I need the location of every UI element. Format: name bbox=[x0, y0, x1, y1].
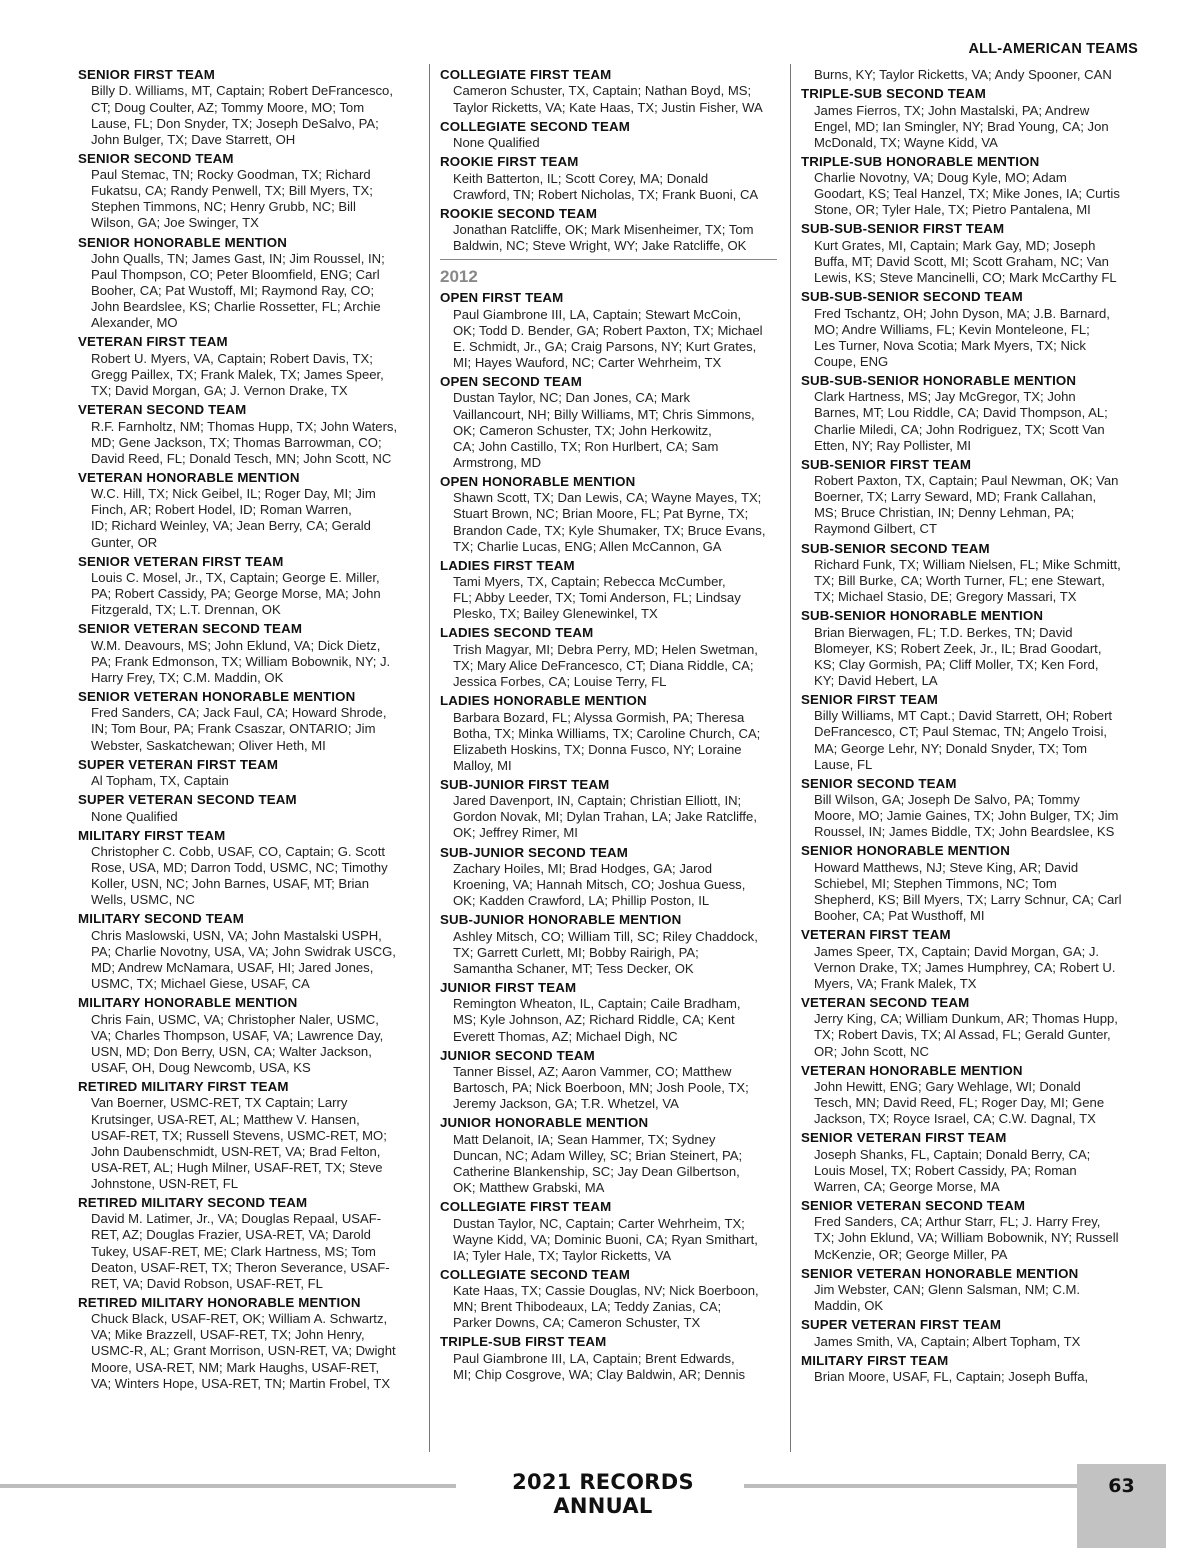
team-section bbox=[801, 373, 1146, 454]
section-header-label: ALL-AMERICAN TEAMS bbox=[968, 41, 1138, 57]
team-members: Shawn Scott, TX; Dan Lewis, CA; Wayne Mayes, TX; Stuart Brown, NC; Brian Moore, FL; Pat Byrne, TX; Brandon Cade, TX; Kyle Shumaker, TX; Bruce Evans, TX; Charlie Lucas, ENG; Allen McCannon, GA bbox=[453, 490, 766, 554]
team-section bbox=[801, 289, 1146, 370]
team-section bbox=[801, 1266, 1146, 1315]
team-section bbox=[801, 927, 1146, 992]
team-title: SENIOR VETERAN SECOND TEAM bbox=[801, 1197, 1026, 1213]
team-title: MILITARY HONORABLE MENTION bbox=[78, 995, 298, 1011]
team-members: David M. Latimer, Jr., VA; Douglas Repaal, USAF- RET, AZ; Douglas Frazier, USA-RET, VA; Darold Tukey, USAF-RET, ME; Clark Hartness, MS; Tom Deaton, USAF-RET, TX; Theron Severance, USAF- RET, VA; David Robson, USAF-RET, FL bbox=[91, 1211, 390, 1291]
team-section bbox=[801, 1063, 1146, 1128]
team-section bbox=[801, 457, 1146, 538]
team-members: Matt Delanoit, IA; Sean Hammer, TX; Sydney Duncan, NC; Adam Willey, SC; Brian Steinert, PA; Catherine Blankenship, SC; Jay Dean Gilbertson, OK; Matthew Grabski, MA bbox=[453, 1131, 743, 1195]
continued-text: Burns, KY; Taylor Ricketts, VA; Andy Spooner, CAN bbox=[814, 67, 1112, 82]
team-title: SENIOR HONORABLE MENTION bbox=[801, 843, 1010, 859]
team-members: Paul Giambrone III, LA, Captain; Stewart McCoin, OK; Todd D. Bender, GA; Robert Paxton, TX; Michael E. Schmidt, Jr., GA; Craig Parsons, NY; Kurt Grates, MI; Hayes Wauford, NC; Carter Wehrheim, TX bbox=[453, 306, 763, 370]
team-title: SENIOR VETERAN FIRST TEAM bbox=[78, 553, 284, 569]
team-members: Brian Bierwagen, FL; T.D. Berkes, TN; David Blomeyer, KS; Robert Zeek, Jr., IL; Brad Goodart, KS; Clay Gormish, PA; Cliff Moller, TX; Ken Ford, KY; David Hebert, LA bbox=[814, 624, 1102, 688]
column-2-year-sections bbox=[440, 290, 782, 1383]
team-section bbox=[801, 1317, 1146, 1350]
team-section bbox=[440, 625, 782, 690]
team-members: James Speer, TX, Captain; David Morgan, GA; J. Vernon Drake, TX; James Humphrey, CA; Robert U. Myers, VA; Frank Malek, TX bbox=[814, 943, 1116, 991]
team-section bbox=[440, 980, 782, 1045]
team-members: James Smith, VA, Captain; Albert Topham, TX bbox=[814, 1333, 1081, 1349]
team-title: SUPER VETERAN FIRST TEAM bbox=[78, 756, 279, 772]
team-section bbox=[78, 151, 418, 232]
team-members: Chris Maslowski, USN, VA; John Mastalski USPH, PA; Charlie Novotny, USA, VA; John Swidrak USCG, MD; Andrew McNamara, USAF, HI; Jared Jones, USMC, TX; Michael Giese, USAF, CA bbox=[91, 927, 396, 992]
team-members: Billy D. Williams, MT, Captain; Robert DeFrancesco, CT; Doug Coulter, AZ; Tommy Moore, MO; Tom Lause, FL; Don Snyder, TX; Joseph DeSalvo, PA; John Bulger, TX; Dave Starrett, OH bbox=[91, 83, 393, 147]
team-title: MILITARY SECOND TEAM bbox=[78, 911, 245, 927]
team-members: Joseph Shanks, FL, Captain; Donald Berry, CA; Louis Mosel, TX; Robert Cassidy, PA; Roman Warren, CA; George Morse, MA bbox=[814, 1146, 1091, 1194]
team-members: Billy Williams, MT Capt.; David Starrett, OH; Robert DeFrancesco, CT; Paul Stemac, TN; Angelo Troisi, MA; George Lehr, NY; Donald Snyder, TX; Tom Lause, FL bbox=[814, 708, 1113, 772]
team-section bbox=[440, 777, 782, 842]
team-members: Jared Davenport, IN, Captain; Christian Elliott, IN; Gordon Novak, MI; Dylan Trahan, LA; Jake Ratcliffe, OK; Jeffrey Rimer, MI bbox=[453, 793, 757, 841]
team-members: W.C. Hill, TX; Nick Geibel, IL; Roger Day, MI; Jim Finch, AR; Robert Hodel, ID; Roman Warren, ID; Richard Weinley, VA; Jean Berry, CA; Gerald Gunter, OR bbox=[91, 486, 376, 550]
team-title: VETERAN FIRST TEAM bbox=[801, 927, 951, 943]
team-section bbox=[78, 1195, 418, 1292]
team-section bbox=[440, 845, 782, 910]
team-title: SENIOR HONORABLE MENTION bbox=[78, 234, 287, 250]
team-title: JUNIOR SECOND TEAM bbox=[440, 1047, 595, 1063]
team-title: SUPER VETERAN FIRST TEAM bbox=[801, 1317, 1002, 1333]
team-title: OPEN FIRST TEAM bbox=[440, 290, 564, 306]
team-title: SUB-SUB-SENIOR SECOND TEAM bbox=[801, 289, 1023, 305]
team-members: John Hewitt, ENG; Gary Wehlage, WI; Donald Tesch, MN; David Reed, FL; Roger Day, MI; Gene Jackson, TX; Royce Israel, CA; C.W. Dagnal, TX bbox=[814, 1079, 1105, 1127]
team-members: Tanner Bissel, AZ; Aaron Vammer, CO; Matthew Bartosch, PA; Nick Boerboon, MN; Josh Poole, TX; Jeremy Jackson, GA; T.R. Whetzel, VA bbox=[453, 1064, 749, 1112]
footer-publication-title: 2021 RECORDS ANNUAL bbox=[512, 1470, 694, 1518]
team-section bbox=[78, 995, 418, 1076]
team-section bbox=[440, 912, 782, 977]
footer-rule-left bbox=[0, 1484, 456, 1488]
team-title: SUB-SENIOR HONORABLE MENTION bbox=[801, 608, 1044, 624]
team-section bbox=[440, 67, 782, 116]
team-title: SUB-SUB-SENIOR FIRST TEAM bbox=[801, 221, 1005, 237]
team-members: James Fierros, TX; John Mastalski, PA; Andrew Engel, MD; Ian Smingler, NY; Brad Young, CA; Jon McDonald, TX; Wayne Kidd, VA bbox=[814, 102, 1109, 150]
year-heading: 2012 bbox=[440, 267, 478, 287]
team-title: COLLEGIATE FIRST TEAM bbox=[440, 1199, 612, 1215]
column-2 bbox=[440, 67, 782, 1386]
column-3 bbox=[801, 67, 1146, 1388]
team-section bbox=[801, 608, 1146, 689]
column-divider bbox=[429, 64, 430, 1452]
team-members: None Qualified bbox=[453, 135, 540, 150]
team-section bbox=[801, 154, 1146, 219]
team-section bbox=[801, 86, 1146, 151]
team-members: R.F. Farnholtz, NM; Thomas Hupp, TX; John Waters, MD; Gene Jackson, TX; Thomas Barrowman, CO; David Reed, FL; Donald Tesch, MN; John Scott, NC bbox=[91, 418, 398, 466]
team-section bbox=[440, 154, 782, 203]
team-section bbox=[78, 911, 418, 992]
team-title: VETERAN HONORABLE MENTION bbox=[801, 1062, 1023, 1078]
team-members: Ashley Mitsch, CO; William Till, SC; Riley Chaddock, TX; Garrett Curlett, MI; Bobby Rairigh, PA; Samantha Schaner, MT; Tess Decker, OK bbox=[453, 928, 758, 976]
team-title: ROOKIE FIRST TEAM bbox=[440, 154, 579, 170]
team-members: Louis C. Mosel, Jr., TX, Captain; George E. Miller, PA; Robert Cassidy, PA; George Morse, MA; John Fitzgerald, TX; L.T. Drennan, OK bbox=[91, 570, 381, 618]
team-title: SENIOR FIRST TEAM bbox=[801, 691, 938, 707]
team-title: SUB-SUB-SENIOR HONORABLE MENTION bbox=[801, 372, 1077, 388]
team-members: Fred Tschantz, OH; John Dyson, MA; J.B. Barnard, MO; Andre Williams, FL; Kevin Monteleone, FL; Les Turner, Nova Scotia; Mark Myers, TX; Nick Coupe, ENG bbox=[814, 305, 1110, 369]
team-section bbox=[801, 221, 1146, 286]
team-section bbox=[801, 692, 1146, 773]
team-section bbox=[440, 1334, 782, 1383]
team-title: RETIRED MILITARY SECOND TEAM bbox=[78, 1194, 308, 1210]
team-title: TRIPLE-SUB SECOND TEAM bbox=[801, 86, 987, 102]
team-title: SENIOR VETERAN HONORABLE MENTION bbox=[801, 1265, 1079, 1281]
team-title: JUNIOR HONORABLE MENTION bbox=[440, 1115, 649, 1131]
team-section bbox=[78, 1295, 418, 1392]
year-divider bbox=[440, 259, 777, 260]
team-members: Bill Wilson, GA; Joseph De Salvo, PA; Tommy Moore, MO; Jamie Gaines, TX; John Bulger, TX; Jim Roussel, IN; James Biddle, TX; John Beardslee, KS bbox=[814, 792, 1119, 840]
team-title: SUB-SENIOR FIRST TEAM bbox=[801, 456, 972, 472]
team-title: VETERAN HONORABLE MENTION bbox=[78, 469, 300, 485]
page-number: 63 bbox=[1108, 1475, 1135, 1497]
team-section bbox=[78, 402, 418, 467]
team-title: COLLEGIATE FIRST TEAM bbox=[440, 67, 612, 82]
team-title: LADIES FIRST TEAM bbox=[440, 557, 575, 573]
team-members: Cameron Schuster, TX, Captain; Nathan Boyd, MS; Taylor Ricketts, VA; Kate Haas, TX; Justin Fisher, WA bbox=[453, 83, 763, 115]
team-section bbox=[78, 1079, 418, 1192]
team-title: SENIOR VETERAN HONORABLE MENTION bbox=[78, 688, 356, 704]
team-title: VETERAN SECOND TEAM bbox=[78, 402, 247, 418]
team-title: SUPER VETERAN SECOND TEAM bbox=[78, 792, 297, 808]
team-members: Trish Magyar, MI; Debra Perry, MD; Helen Swetman, TX; Mary Alice DeFrancesco, CT; Diana Riddle, CA; Jessica Forbes, CA; Louise Terry, FL bbox=[453, 641, 758, 689]
team-title: COLLEGIATE SECOND TEAM bbox=[440, 1266, 630, 1282]
team-members: Charlie Novotny, VA; Doug Kyle, MO; Adam Goodart, KS; Teal Hanzel, TX; Mike Jones, IA; Curtis Stone, OR; Tyler Hale, TX; Pietro Pantalena, MI bbox=[814, 170, 1120, 218]
team-title: SUB-JUNIOR FIRST TEAM bbox=[440, 776, 610, 792]
team-section bbox=[78, 470, 418, 551]
team-members: Christopher C. Cobb, USAF, CO, Captain; G. Scott Rose, USA, MD; Darron Todd, USMC, NC; Timothy Koller, USN, NC; John Barnes, USAF, MT; Brian Wells, USMC, NC bbox=[91, 844, 388, 908]
team-title: SUB-SENIOR SECOND TEAM bbox=[801, 540, 990, 556]
team-section bbox=[440, 1267, 782, 1332]
team-section bbox=[440, 1199, 782, 1264]
team-section bbox=[801, 776, 1146, 841]
team-section bbox=[78, 554, 418, 619]
team-members: Paul Stemac, TN; Rocky Goodman, TX; Richard Fukatsu, CA; Randy Penwell, TX; Bill Myers, TX; Stephen Timmons, NC; Henry Grubb, NC; Bill Wilson, GA; Joe Swinger, TX bbox=[91, 167, 373, 231]
team-members: Van Boerner, USMC-RET, TX Captain; Larry Krutsinger, USA-RET, AL; Matthew V. Hansen, USAF-RET, TX; Russell Stevens, USMC-RET, MO; John Daubenschmidt, USN-RET, VA; Brad Felton, USA-RET, AL; Hugh Milner, USAF-RET, TX; Steve Johnstone, USN-RET, FL bbox=[91, 1095, 387, 1191]
team-members: Chuck Black, USAF-RET, OK; William A. Schwartz, VA; Mike Brazzell, USAF-RET, TX; John Henry, USMC-R, AL; Grant Morrison, USN-RET, VA; Dwight Moore, USA-RET, NM; Mark Haughs, USAF-RET, VA; Winters Hope, USA-RET, TN; Martin Frobel, TX bbox=[91, 1311, 396, 1391]
team-section bbox=[440, 206, 782, 255]
team-section bbox=[78, 689, 418, 754]
team-title: OPEN HONORABLE MENTION bbox=[440, 473, 636, 489]
page-number-box bbox=[1077, 1464, 1166, 1548]
team-title: SENIOR SECOND TEAM bbox=[78, 150, 234, 166]
team-title: JUNIOR FIRST TEAM bbox=[440, 979, 577, 995]
team-section bbox=[440, 290, 782, 371]
team-members: Keith Batterton, IL; Scott Corey, MA; Donald Crawford, TN; Robert Nicholas, TX; Frank Buoni, CA bbox=[453, 170, 759, 202]
team-title: LADIES HONORABLE MENTION bbox=[440, 693, 647, 709]
team-members: Remington Wheaton, IL, Captain; Caile Bradham, MS; Kyle Johnson, AZ; Richard Riddle, CA; Kent Everett Thomas, AZ; Michael Digh, NC bbox=[453, 996, 741, 1044]
team-members: Dustan Taylor, NC, Captain; Carter Wehrheim, TX; Wayne Kidd, VA; Dominic Buoni, CA; Ryan Smithart, IA; Tyler Hale, TX; Taylor Ricketts, VA bbox=[453, 1215, 758, 1263]
team-section bbox=[78, 621, 418, 686]
team-members: Jim Webster, CAN; Glenn Salsman, NM; C.M. Maddin, OK bbox=[814, 1282, 1081, 1314]
column-1 bbox=[78, 67, 418, 1395]
team-members: W.M. Deavours, MS; John Eklund, VA; Dick Dietz, PA; Frank Edmonson, TX; William Bobownik, NY; J. Harry Frey, TX; C.M. Maddin, OK bbox=[91, 637, 391, 685]
team-title: SENIOR VETERAN FIRST TEAM bbox=[801, 1130, 1007, 1146]
team-section bbox=[440, 558, 782, 623]
team-title: MILITARY FIRST TEAM bbox=[78, 827, 226, 843]
team-section bbox=[440, 119, 782, 152]
team-section bbox=[801, 1198, 1146, 1263]
team-section bbox=[78, 828, 418, 909]
team-members: Fred Sanders, CA; Arthur Starr, FL; J. Harry Frey, TX; John Eklund, VA; William Bobownik, NY; Russell McKenzie, OR; George Miller, PA bbox=[814, 1214, 1119, 1262]
team-section bbox=[78, 792, 418, 825]
team-members: Robert Paxton, TX, Captain; Paul Newman, OK; Van Boerner, TX; Larry Seward, MD; Frank Callahan, MS; Bruce Christian, IN; Denny Lehman, PA; Raymond Gilbert, CT bbox=[814, 473, 1119, 537]
team-title: SENIOR VETERAN SECOND TEAM bbox=[78, 621, 303, 637]
column-3-sections bbox=[801, 86, 1146, 1385]
team-section bbox=[440, 374, 782, 471]
team-members: Brian Moore, USAF, FL, Captain; Joseph Buffa, bbox=[814, 1369, 1089, 1385]
team-members: Jerry King, CA; William Dunkum, AR; Thomas Hupp, TX; Robert Davis, TX; Al Assad, FL; Gerald Gunter, OR; John Scott, NC bbox=[814, 1011, 1118, 1059]
team-title: VETERAN SECOND TEAM bbox=[801, 994, 970, 1010]
team-title: ROOKIE SECOND TEAM bbox=[440, 205, 598, 221]
team-section bbox=[440, 1115, 782, 1196]
team-title: VETERAN FIRST TEAM bbox=[78, 334, 228, 350]
column-divider bbox=[790, 64, 791, 1452]
team-members: Kate Haas, TX; Cassie Douglas, NV; Nick Boerboon, MN; Brent Thibodeaux, LA; Teddy Zanias, CA; Parker Downs, CA; Cameron Schuster, TX bbox=[453, 1283, 759, 1331]
team-section bbox=[440, 474, 782, 555]
team-members: Al Topham, TX, Captain bbox=[91, 773, 229, 789]
team-title: COLLEGIATE SECOND TEAM bbox=[440, 118, 630, 134]
team-members: Zachary Hoiles, MI; Brad Hodges, GA; Jarod Kroening, VA; Hannah Mitsch, CO; Joshua Guess, OK; Kadden Crawford, LA; Phillip Poston, IL bbox=[453, 860, 746, 909]
team-title: RETIRED MILITARY HONORABLE MENTION bbox=[78, 1294, 361, 1310]
team-members: Clark Hartness, MS; Jay McGregor, TX; John Barnes, MT; Lou Riddle, CA; David Thompson, AL; Charlie Miledi, CA; John Rodriguez, TX; Scott Van Etten, NY; Ray Pollister, MI bbox=[814, 389, 1108, 453]
team-members: Chris Fain, USMC, VA; Christopher Naler, USMC, VA; Charles Thompson, USAF, VA; Lawrence Day, USN, MD; Don Berry, USN, CA; Walter Jackson, USAF, OH, Doug Newcomb, USA, KS bbox=[91, 1011, 384, 1075]
team-members: John Qualls, TN; James Gast, IN; Jim Roussel, IN; Paul Thompson, CO; Peter Bloomfield, ENG; Carl Booher, CA; Pat Wustoff, MI; Raymond Ray, CO; John Beardslee, KS; Charlie Rossetter, FL; Archie Alexander, MO bbox=[91, 250, 385, 331]
team-members: Kurt Grates, MI, Captain; Mark Gay, MD; Joseph Buffa, MT; David Scott, MI; Scott Graham, NC; Van Lewis, KS; Steve Mancinelli, CO; Mark McCarthy FL bbox=[814, 237, 1117, 286]
team-members: Richard Funk, TX; William Nielsen, FL; Mike Schmitt, TX; Bill Burke, CA; Worth Turner, FL; ene Stewart, TX; Michael Stasio, DE; Gregory Massari, TX bbox=[814, 556, 1121, 605]
team-section bbox=[801, 541, 1146, 606]
team-title: TRIPLE-SUB FIRST TEAM bbox=[440, 1334, 607, 1350]
team-members: Dustan Taylor, NC; Dan Jones, CA; Mark Vaillancourt, NH; Billy Williams, MT; Chris Simmons, OK; Cameron Schuster, TX; John Herkowitz, CA; John Castillo, TX; Ron Hurlbert, CA; Sam Armstrong, MD bbox=[453, 390, 755, 470]
team-section bbox=[440, 1048, 782, 1113]
team-members: Barbara Bozard, FL; Alyssa Gormish, PA; Theresa Botha, TX; Minka Williams, TX; Caroline Church, CA; Elizabeth Hoskins, TX; Donna Fusco, NY; Loraine Malloy, MI bbox=[453, 709, 761, 773]
team-section bbox=[78, 235, 418, 332]
team-members: Jonathan Ratcliffe, OK; Mark Misenheimer, TX; Tom Baldwin, NC; Steve Wright, WY; Jake Ratcliffe, OK bbox=[453, 222, 754, 254]
team-title: MILITARY FIRST TEAM bbox=[801, 1352, 949, 1368]
team-section bbox=[78, 67, 418, 148]
team-members: Paul Giambrone III, LA, Captain; Brent Edwards, MI; Chip Cosgrove, WA; Clay Baldwin, AR; Dennis bbox=[453, 1350, 746, 1382]
column-2-top-sections bbox=[440, 67, 782, 254]
team-title: RETIRED MILITARY FIRST TEAM bbox=[78, 1079, 289, 1094]
team-members: Howard Matthews, NJ; Steve King, AR; David Schiebel, MI; Stephen Timmons, NC; Tom Shepherd, KS; Bill Myers, TX; Larry Schnur, CA; Carl Booher, CA; Pat Wusthoff, MI bbox=[814, 859, 1122, 924]
team-section bbox=[801, 1353, 1146, 1386]
team-members: Tami Myers, TX, Captain; Rebecca McCumber, FL; Abby Leeder, TX; Tomi Anderson, FL; Lindsay Plesko, TX; Bailey Glenewinkel, TX bbox=[453, 574, 741, 622]
team-title: LADIES SECOND TEAM bbox=[440, 625, 594, 641]
team-title: SENIOR FIRST TEAM bbox=[78, 67, 215, 82]
footer-rule-right bbox=[744, 1484, 1077, 1488]
team-section bbox=[78, 757, 418, 790]
team-title: SUB-JUNIOR HONORABLE MENTION bbox=[440, 912, 682, 928]
team-title: TRIPLE-SUB HONORABLE MENTION bbox=[801, 153, 1040, 169]
team-members: None Qualified bbox=[91, 808, 178, 824]
team-section bbox=[801, 1130, 1146, 1195]
team-members: Fred Sanders, CA; Jack Faul, CA; Howard Shrode, IN; Tom Bour, PA; Frank Csaszar, ONTARIO; Jim Webster, Saskatchewan; Oliver Heth, MI bbox=[91, 705, 387, 753]
team-section bbox=[440, 693, 782, 774]
team-title: SENIOR SECOND TEAM bbox=[801, 775, 957, 791]
team-section bbox=[801, 995, 1146, 1060]
team-title: OPEN SECOND TEAM bbox=[440, 374, 583, 390]
team-section bbox=[78, 334, 418, 399]
team-members: Robert U. Myers, VA, Captain; Robert Davis, TX; Gregg Paillex, TX; Frank Malek, TX; James Speer, TX; David Morgan, GA; J. Vernon Drake, TX bbox=[91, 350, 384, 399]
team-section bbox=[801, 843, 1146, 924]
team-title: SUB-JUNIOR SECOND TEAM bbox=[440, 844, 628, 860]
